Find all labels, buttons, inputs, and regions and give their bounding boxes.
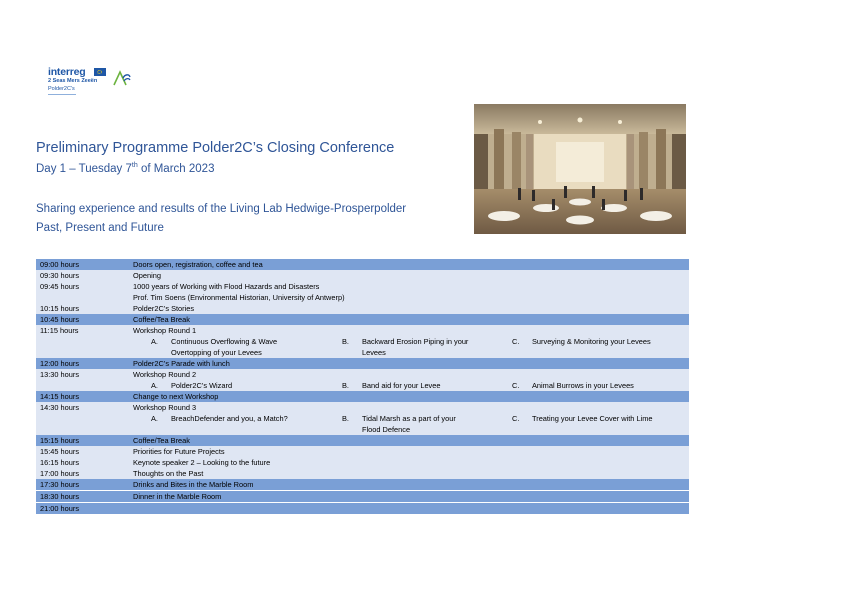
workshop-options-row: A. Polder2C’s Wizard B. Band aid for your Levee C. Animal Burrows in your Levees bbox=[36, 380, 689, 391]
logo-brand: interreg bbox=[48, 66, 86, 78]
table-row: 15:45 hours Priorities for Future Projects bbox=[36, 446, 689, 457]
table-row: 16:15 hours Keynote speaker 2 – Looking to the future bbox=[36, 457, 689, 468]
table-row: 15:15 hours Coffee/Tea Break bbox=[36, 435, 689, 446]
tagline-line-1: Sharing experience and results of the Living Lab Hedwige-Prosperpolder bbox=[36, 203, 407, 215]
table-row: 14:30 hours Workshop Round 3 bbox=[36, 402, 689, 413]
tagline-line-2: Past, Present and Future bbox=[36, 222, 164, 234]
table-row: 14:15 hours Change to next Workshop bbox=[36, 391, 689, 402]
table-row: 09:30 hours Opening bbox=[36, 270, 689, 281]
logo-programme: 2 Seas Mers Zeeën bbox=[48, 78, 98, 84]
interreg-logo bbox=[46, 66, 146, 102]
table-row: 09:45 hours 1000 years of Working with Flood Hazards and Disasters Prof. Tim Soens (Environmental Historian, University of Antwerp) bbox=[36, 281, 689, 303]
table-row: 17:00 hours Thoughts on the Past bbox=[36, 468, 689, 479]
table-row: 12:00 hours Polder2C’s Parade with lunch bbox=[36, 358, 689, 369]
eu-flag-icon bbox=[94, 68, 106, 76]
table-row: 11:15 hours Workshop Round 1 bbox=[36, 325, 689, 336]
polder-mark-icon bbox=[112, 69, 132, 87]
logo-divider bbox=[48, 94, 76, 95]
page-title: Preliminary Programme Polder2C’s Closing Conference bbox=[36, 140, 395, 156]
table-row: 21:00 hours bbox=[36, 502, 689, 514]
conference-hall-photo bbox=[474, 104, 686, 234]
programme-schedule bbox=[36, 259, 689, 514]
workshop-options-row: A. Continuous Overflowing & Wave Overtopping of your Levees B. Backward Erosion Piping in your Levees C. Surveying & Monitoring your Levees bbox=[36, 336, 689, 358]
table-row: 10:45 hours Coffee/Tea Break bbox=[36, 314, 689, 325]
table-row: 18:30 hours Dinner in the Marble Room bbox=[36, 490, 689, 502]
workshop-options-row: A. BreachDefender and you, a Match? B. Tidal Marsh as a part of your Flood Defence C. Treating your Levee Cover with Lime bbox=[36, 413, 689, 435]
conference-date: Day 1 – Tuesday 7th of March 2023 bbox=[36, 162, 215, 175]
logo-project: Polder2C's bbox=[48, 86, 75, 92]
table-row: 17:30 hours Drinks and Bites in the Marble Room bbox=[36, 479, 689, 490]
table-row: 09:00 hours Doors open, registration, coffee and tea bbox=[36, 259, 689, 270]
table-row: 13:30 hours Workshop Round 2 bbox=[36, 369, 689, 380]
table-row: 10:15 hours Polder2C’s Stories bbox=[36, 303, 689, 314]
